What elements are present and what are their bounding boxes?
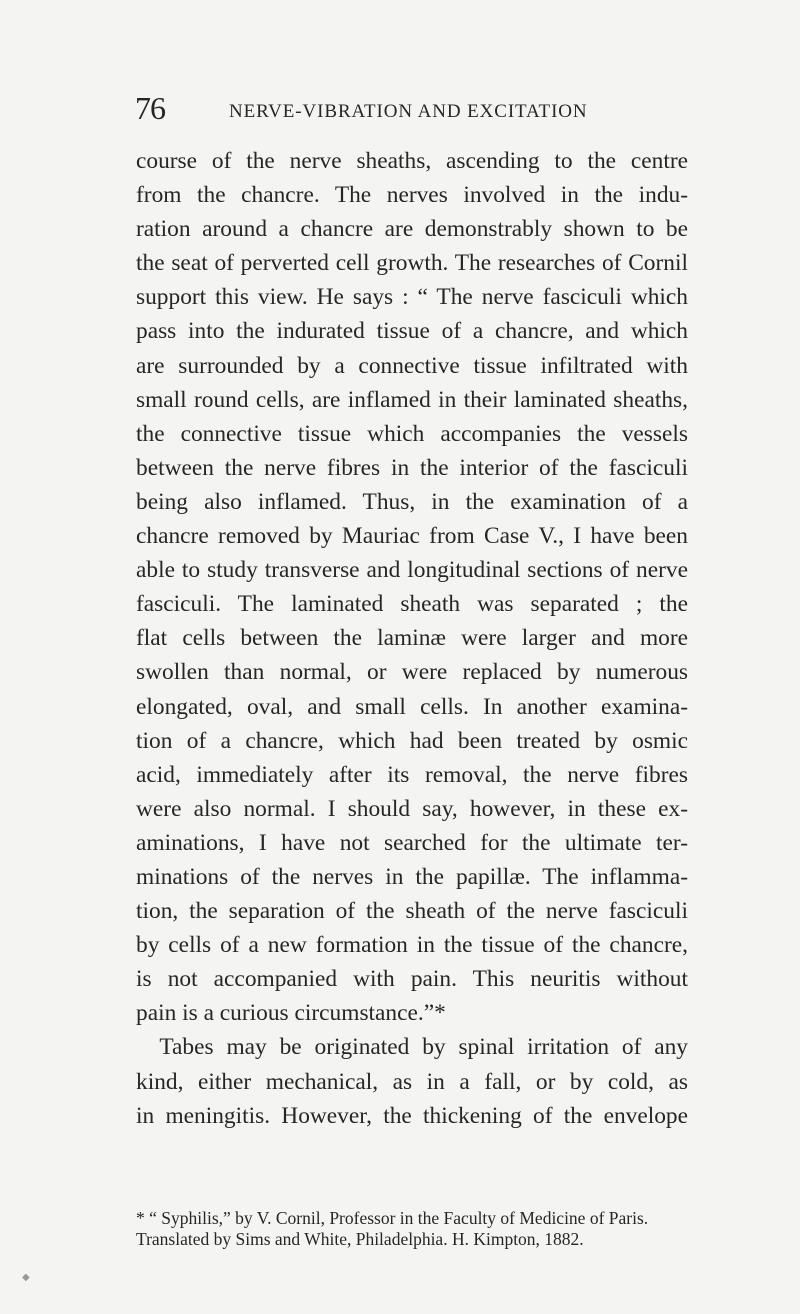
footnote xyxy=(136,1208,688,1250)
text-line: between the nerve fibres in the interior of the fasciculi xyxy=(136,454,688,481)
text-line: aminations, I have not searched for the ultimate ter- xyxy=(136,829,688,856)
text-line: small round cells, are inflamed in their laminated sheaths, xyxy=(136,386,688,413)
text-line: pain is a curious circumstance.”* xyxy=(136,1000,446,1027)
page-number: 76 xyxy=(135,90,165,126)
text-line: fasciculi. The laminated sheath was separated ; the xyxy=(136,591,688,618)
text-line: are surrounded by a connective tissue infiltrated with xyxy=(136,352,688,379)
running-title: NERVE-VIBRATION AND EXCITATION xyxy=(229,101,588,122)
text-line: kind, either mechanical, as in a fall, or by cold, as xyxy=(136,1068,688,1095)
footnote-line: Translated by Sims and White, Philadelphia. H. Kimpton, 1882. xyxy=(136,1229,584,1249)
text-line: chancre removed by Mauriac from Case V., I have been xyxy=(136,523,688,550)
text-line: pass into the indurated tissue of a chancre, and which xyxy=(136,318,688,345)
text-line: swollen than normal, or were replaced by numerous xyxy=(136,659,688,686)
body-text xyxy=(136,144,688,1133)
text-line: the connective tissue which accompanies the vessels xyxy=(136,420,688,447)
text-line: ration around a chancre are demonstrably shown to be xyxy=(136,216,688,243)
text-line: in meningitis. However, the thickening of the envelope xyxy=(136,1102,688,1129)
text-line: minations of the nerves in the papillæ. The inflamma- xyxy=(136,863,688,890)
text-line: course of the nerve sheaths, ascending to the centre xyxy=(136,148,688,174)
page-header xyxy=(135,92,695,132)
text-line: acid, immediately after its removal, the nerve fibres xyxy=(136,761,688,788)
text-line: from the chancre. The nerves involved in the indu- xyxy=(136,182,688,209)
text-line: flat cells between the laminæ were larger and more xyxy=(136,625,688,652)
paragraph-start-line: Tabes may be originated by spinal irritation of any xyxy=(136,1034,688,1061)
text-line: tion of a chancre, which had been treated by osmic xyxy=(136,727,688,754)
text-line: elongated, oval, and small cells. In another examina- xyxy=(136,693,688,720)
footnote-line: * “ Syphilis,” by V. Cornil, Professor in the Faculty of Medicine of Paris. xyxy=(136,1208,649,1228)
text-line: were also normal. I should say, however, in these ex- xyxy=(136,795,688,822)
text-line: by cells of a new formation in the tissue of the chancre, xyxy=(136,932,688,959)
text-line: tion, the separation of the sheath of the nerve fasciculi xyxy=(136,898,688,925)
margin-speck: ◆ xyxy=(22,1272,30,1283)
text-line: is not accompanied with pain. This neuritis without xyxy=(136,966,688,993)
text-line: the seat of perverted cell growth. The researches of Cornil xyxy=(136,250,688,277)
text-line: being also inflamed. Thus, in the examination of a xyxy=(136,488,688,515)
text-line: support this view. He says : “ The nerve fasciculi which xyxy=(136,284,688,311)
text-line: able to study transverse and longitudinal sections of nerve xyxy=(136,557,688,584)
